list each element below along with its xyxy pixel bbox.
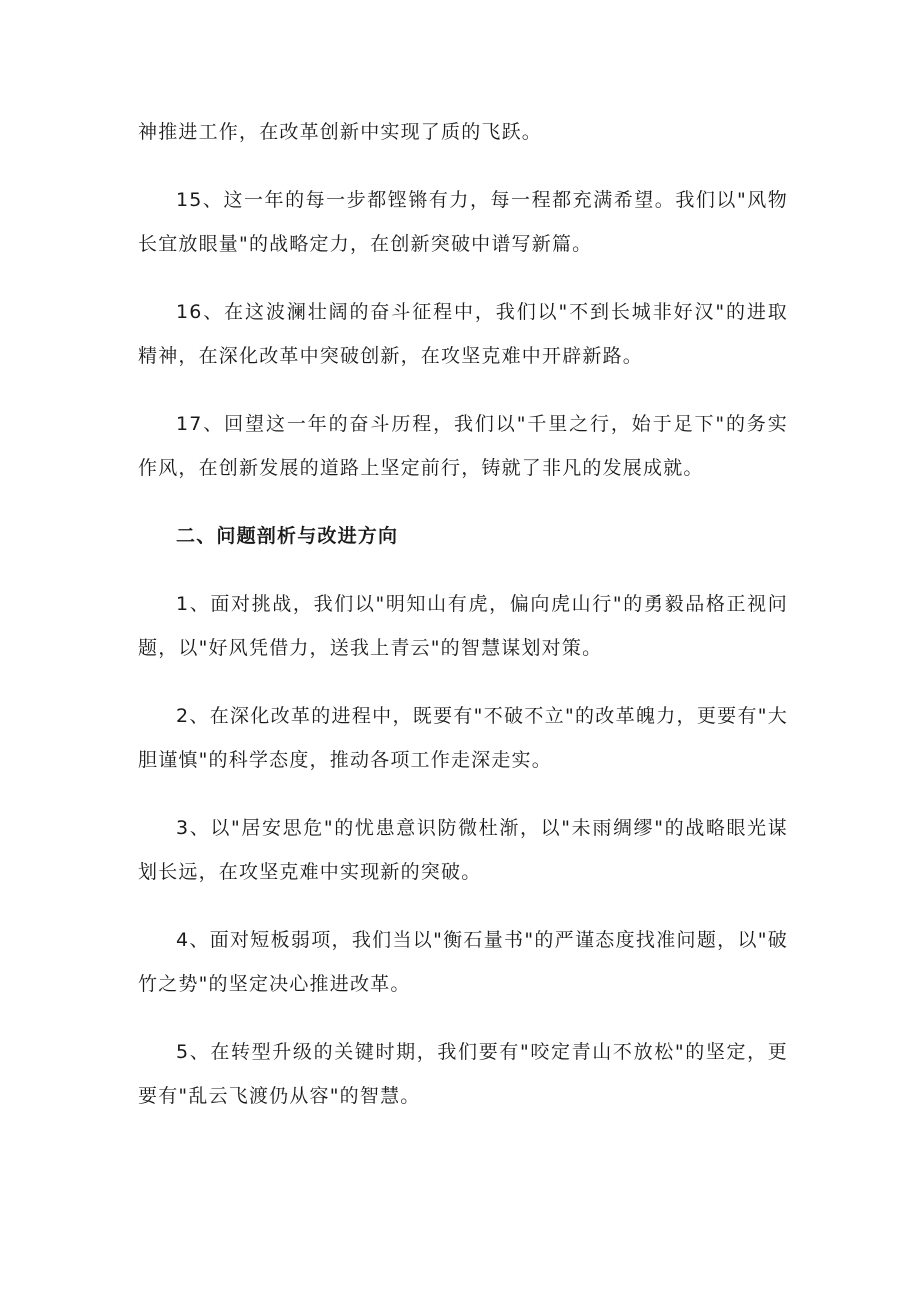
section-paragraph-1: 1、面对挑战，我们以"明知山有虎，偏向虎山行"的勇毅品格正视问题，以"好风凭借力，送我上青云"的智慧谋划对策。 bbox=[138, 593, 788, 659]
document-body bbox=[138, 110, 788, 1142]
section-paragraph-4: 4、面对短板弱项，我们当以"衡石量书"的严谨态度找准问题，以"破竹之势"的坚定决心推进改革。 bbox=[138, 929, 788, 995]
paragraph-16: 16、在这波澜壮阔的奋斗征程中，我们以"不到长城非好汉"的进取精神，在深化改革中突破创新，在攻坚克难中开辟新路。 bbox=[138, 301, 788, 367]
paragraph-14-continuation: 神推进工作，在改革创新中实现了质的飞跃。 bbox=[138, 121, 543, 143]
section-paragraph-5: 5、在转型升级的关键时期，我们要有"咬定青山不放松"的坚定，更要有"乱云飞渡仍从容"的智慧。 bbox=[138, 1041, 788, 1107]
paragraph-15: 15、这一年的每一步都铿锵有力，每一程都充满希望。我们以"风物长宜放眼量"的战略定力，在创新突破中谱写新篇。 bbox=[138, 189, 788, 255]
section-paragraph-2: 2、在深化改革的进程中，既要有"不破不立"的改革魄力，更要有"大胆谨慎"的科学态度，推动各项工作走深走实。 bbox=[138, 705, 788, 771]
paragraph-17: 17、回望这一年的奋斗历程，我们以"千里之行，始于足下"的务实作风，在创新发展的道路上坚定前行，铸就了非凡的发展成就。 bbox=[138, 413, 788, 479]
section-heading: 二、问题剖析与改进方向 bbox=[176, 525, 399, 547]
section-paragraph-3: 3、以"居安思危"的忧患意识防微杜渐，以"未雨绸缪"的战略眼光谋划长远，在攻坚克难中实现新的突破。 bbox=[138, 817, 788, 883]
